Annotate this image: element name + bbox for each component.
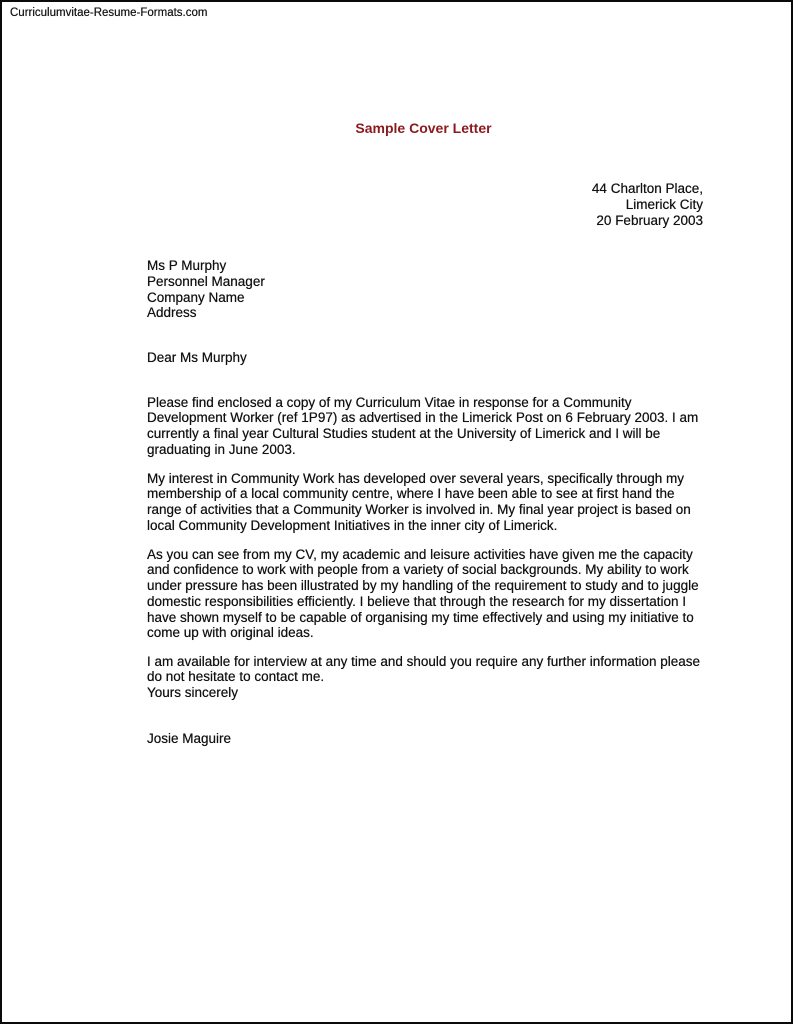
letter-date: 20 February 2003 [596, 212, 703, 228]
sender-address-line: 44 Charlton Place, [591, 181, 703, 196]
sender-address-block [147, 181, 703, 228]
salutation: Dear Ms Murphy [147, 350, 247, 365]
sender-address-line: Limerick City [625, 196, 703, 212]
body-paragraph: Please find enclosed a copy of my Curriculum Vitae in response for a Community Development Worker (ref 1P97) as advertised in the Limerick Post on 6 February 2003. I am currently a final year Cultural Studies student at the University of Limerick and I will be graduating in June 2003. [147, 394, 699, 457]
recipient-address-block [147, 258, 703, 321]
body-paragraph: My interest in Community Work has developed over several years, specifically through my membership of a local community centre, where I have been able to see at first hand the range of activities that a Community Worker is involved in. My final year project is based on local Community Development Initiatives in the inner city of Limerick. [147, 470, 691, 533]
body-paragraph: I am available for interview at any time and should you require any further information please do not hesitate to contact me. [147, 653, 701, 685]
letter-title: Sample Cover Letter [355, 120, 492, 136]
body-paragraph: As you can see from my CV, my academic and leisure activities have given me the capacity and confidence to work with people from a variety of social backgrounds. My ability to work under pressure has been illustrated by my handling of the requirement to study and to juggle domestic responsibilities efficiently. I believe that through the research for my dissertation I have shown myself to be capable of organising my time effectively and using my initiative to come up with original ideas. [147, 546, 699, 641]
recipient-address-line: Address [147, 305, 197, 321]
recipient-job-title: Personnel Manager [147, 273, 265, 289]
site-watermark: Curriculumvitae-Resume-Formats.com [10, 7, 208, 19]
closing-line: Yours sincerely [147, 685, 239, 700]
recipient-name: Ms P Murphy [147, 258, 227, 273]
signature-name: Josie Maguire [147, 731, 232, 746]
recipient-company: Company Name [147, 289, 245, 305]
